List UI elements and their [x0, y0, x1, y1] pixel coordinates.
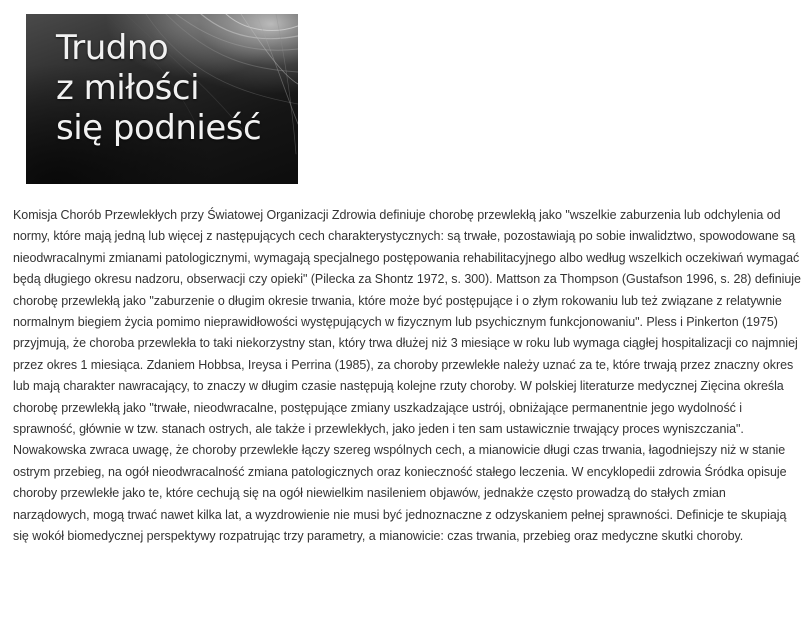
cover-title-line-2: z miłości [56, 68, 200, 108]
cover-title-line-3: się podnieść [56, 108, 262, 148]
cover-title-line-1: Trudno [56, 28, 169, 68]
cover-image [26, 14, 298, 184]
article-paragraph: Komisja Chorób Przewlekłych przy Światowej Organizacji Zdrowia definiuje chorobę przewlekłą jako "wszelkie zaburzenia lub odchylenia od normy, które mają jedną lub więcej z następujących cech charakterystycznych: są trwałe, pozostawiają po sobie inwalidztwo, spowodowane są nieodwracalnymi zmianami patologicznymi, wymagają specjalnego postępowania rehabilitacyjnego albo według wszelkich oczekiwań wymagać będą długiego okresu nadzoru, obserwacji czy opieki" (Pilecka za Shontz 1972, s. 300). Mattson za Thompson (Gustafson 1996, s. 28) definiuje chorobę przewlekłą jako "zaburzenie o długim okresie trwania, które może być postępujące i o złym rokowaniu lub też związane z relatywnie normalnym biegiem życia pomimo nieprawidłowości występujących w fizycznym lub psychicznym funkcjonowaniu". Pless i Pinkerton (1975) przyjmują, że choroba przewlekła to taki niekorzystny stan, który trwa dłużej niż 3 miesiące w roku lub wymaga ciągłej hospitalizacji co najmniej przez okres 1 miesiąca. Zdaniem Hobbsa, Ireysa i Perrina (1985), za choroby przewlekłe należy uznać za te, które trwają przez znaczny okres lub mają charakter nawracający, to znaczy w długim czasie następują kolejne rzuty choroby. W polskiej literaturze medycznej Zięcina określa chorobę przewlekłą jako "trwałe, nieodwracalne, postępujące zmiany uszkadzające ustrój, obniżające permanentnie jego wydolność i sprawność, głównie w tzw. stanach ostrych, ale także i przewlekłych, jako jeden i ten sam ustawicznie trwający proces wyniszczania". Nowakowska zwraca uwagę, że choroby przewlekłe łączy szereg wspólnych cech, a mianowicie długi czas trwania, łagodniejszy niż w stanie ostrym przebieg, na ogół nieodwracalność zmiana patologicznych oraz konieczność stałego leczenia. W encyklopedii zdrowia Śródka opisuje choroby przewlekłe jako te, które cechują się na ogół niewielkim nasileniem objawów, jednakże często prowadzą do stałych zmian narządowych, mogą trwać nawet kilka lat, a wyzdrowienie nie musi być jednoznaczne z odzyskaniem pełnej sprawności. Definicje te skupiają się wokół biomedycznej perspektywy rozpatrując trzy parametry, a mianowicie: czas trwania, przebieg oraz medyczne skutki choroby. [13, 208, 801, 544]
cover-title [56, 28, 261, 148]
